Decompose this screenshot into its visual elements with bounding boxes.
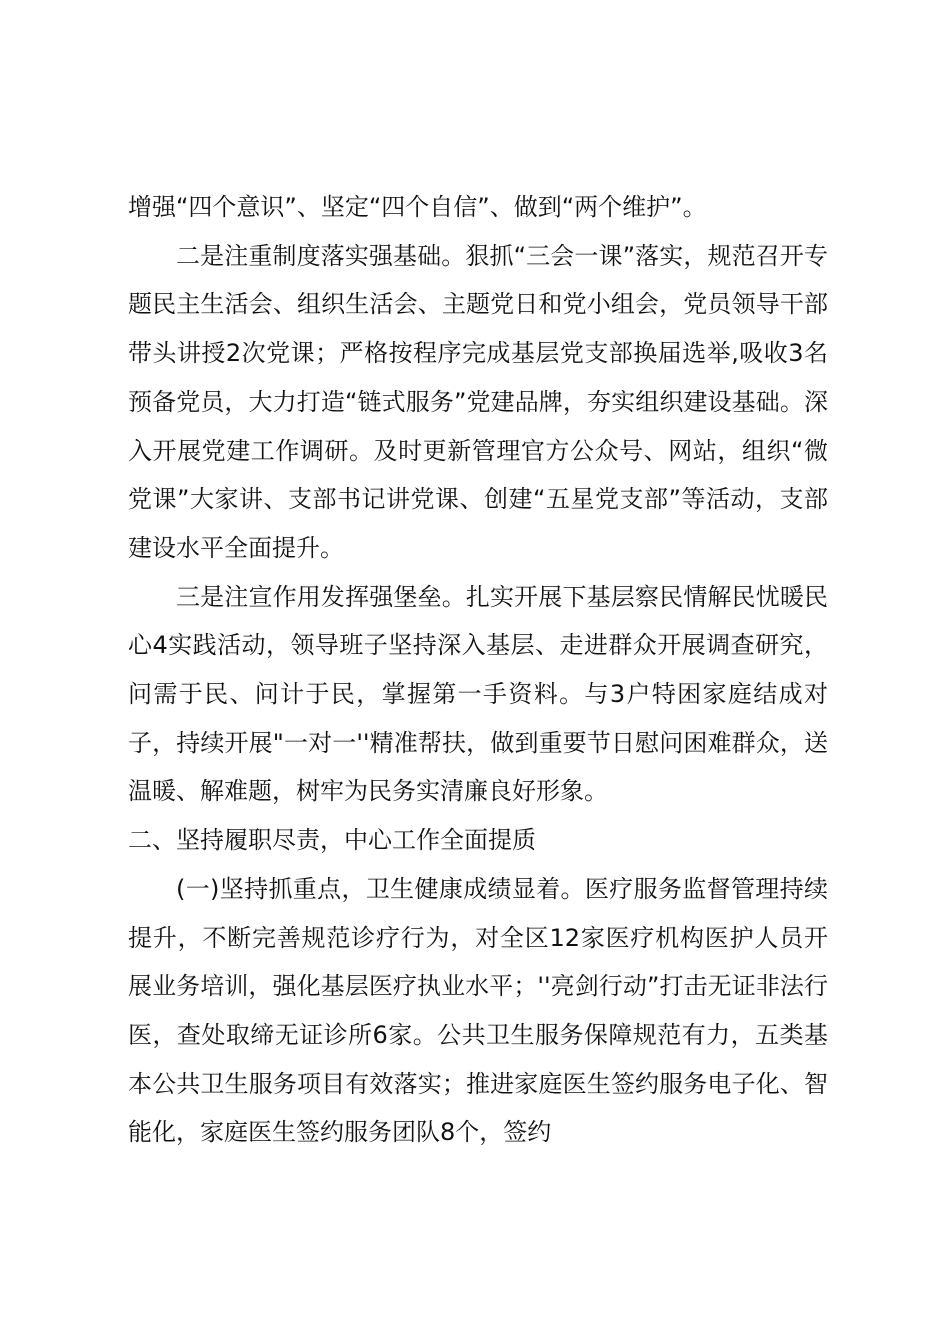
section-heading: 二、坚持履职尽责，中心工作全面提质: [128, 826, 536, 855]
paragraph-bastion-role: 三是注宣作用发挥强堡垒。扎实开展下基层察民情解民忧暖民心4实践活动，领导班子坚持深入基层、走进群众开展调查研究，问需于民、问计于民，掌握第一手资料。与3户特困家庭结成对子，持续开展"一对一''精准帮扶，做到重要节日慰问困难群众，送温暖、解难题，树牢为民务实清廉良好形象。: [128, 582, 828, 806]
paragraph-continuation: 增强“四个意识”、坚定“四个自信”、做到“两个维护”。: [128, 193, 707, 221]
paragraph-health-work: (一)坚持抓重点，卫生健康成绩显着。医疗服务监督管理持续提升，不断完善规范诊疗行为，对全区12家医疗机构医护人员开展业务培训，强化基层医疗执业水平；''亮剑行动”打击无证非法行医，查处取缔无证诊所6家。公共卫生服务保障规范有力，五类基本公共卫生服务项目有效落实；推进家庭医生签约服务电子化、智能化，家庭医生签约服务团队8个，签约: [128, 874, 828, 1147]
document-body: [128, 183, 828, 1157]
paragraph-institution-foundation: 二是注重制度落实强基础。狠抓“三会一课”落实，规范召开专题民主生活会、组织生活会、主题党日和党小组会，党员领导干部带头讲授2次党课；严格按程序完成基层党支部换届选举,吸收3名预备党员，大力打造“链式服务”党建品牌，夯实组织建设基础。深入开展党建工作调研。及时更新管理官方公众号、网站，组织“微党课”大家讲、支部书记讲党课、创建“五星党支部”等活动，支部建设水平全面提升。: [128, 241, 828, 562]
